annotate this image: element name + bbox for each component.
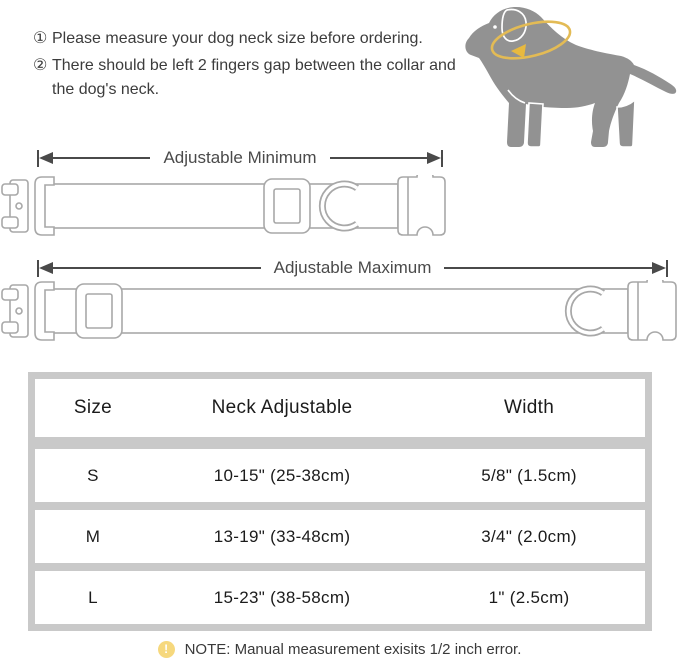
collar-strap: [44, 289, 628, 333]
size-table-header-row: [35, 379, 645, 437]
adjustable-maximum-label: Adjustable Maximum: [273, 258, 432, 277]
adjustable-maximum-dimension: [37, 257, 668, 279]
adjustable-minimum-label: Adjustable Minimum: [163, 148, 317, 167]
cell-neck: 10-15" (25-38cm): [213, 465, 351, 485]
side-release-buckle-female-icon: [398, 175, 445, 235]
note-text: NOTE: Manual measurement exisits 1/2 inch error.: [184, 641, 522, 658]
instructions: [33, 27, 461, 105]
instruction-2: [33, 54, 461, 102]
dimension-line: [444, 267, 652, 269]
cell-width: 5/8" (1.5cm): [481, 465, 577, 485]
dimension-line: [53, 157, 150, 159]
dimension-line: [330, 157, 427, 159]
instruction-2-number: ②: [33, 57, 48, 74]
dog-body: [465, 7, 676, 147]
instruction-1: [33, 27, 461, 51]
cell-width: 1" (2.5cm): [488, 587, 570, 607]
arrow-right-icon: [427, 152, 441, 164]
instruction-2-text: There should be left 2 fingers gap between the collar and the dog's neck.: [52, 57, 456, 98]
dimension-endbar: [666, 260, 668, 277]
arrow-right-icon: [652, 262, 666, 274]
table-row-m: [35, 510, 645, 563]
dog-far-hind-leg: [617, 100, 635, 147]
dimension-endbar: [441, 150, 443, 167]
size-table: [28, 372, 652, 631]
column-header-neck-adjustable: Neck Adjustable: [211, 397, 353, 418]
dog-silhouette-icon: [459, 0, 679, 150]
dimension-line: [53, 267, 261, 269]
cell-size: L: [88, 587, 98, 607]
collar-maximum-diagram: [0, 280, 679, 342]
tri-glide-slider-icon: [76, 284, 122, 338]
arrow-left-icon: [39, 262, 53, 274]
cell-size: S: [87, 465, 99, 485]
dog-eye: [493, 25, 497, 29]
column-header-width: Width: [504, 397, 555, 418]
column-header-size: Size: [73, 397, 113, 418]
table-row-l: [35, 571, 645, 624]
side-release-buckle-female-icon: [628, 280, 676, 340]
cell-size: M: [85, 526, 101, 546]
table-row-s: [35, 449, 645, 502]
measurement-note: [0, 641, 679, 658]
dog-far-front-leg: [527, 103, 543, 147]
cell-neck: 15-23" (38-58cm): [213, 587, 351, 607]
arrow-left-icon: [39, 152, 53, 164]
instruction-1-text: Please measure your dog neck size before ordering.: [52, 30, 423, 47]
collar-strap: [44, 184, 398, 228]
dog-neck-measure-illustration: [459, 0, 679, 150]
cell-neck: 13-19" (33-48cm): [213, 526, 351, 546]
tri-glide-slider-icon: [264, 179, 310, 233]
cell-width: 3/4" (2.0cm): [481, 526, 577, 546]
adjustable-minimum-dimension: [37, 147, 443, 169]
instruction-1-number: ①: [33, 30, 48, 47]
exclamation-circle-icon: !: [158, 641, 175, 658]
collar-minimum-diagram: [0, 175, 447, 237]
